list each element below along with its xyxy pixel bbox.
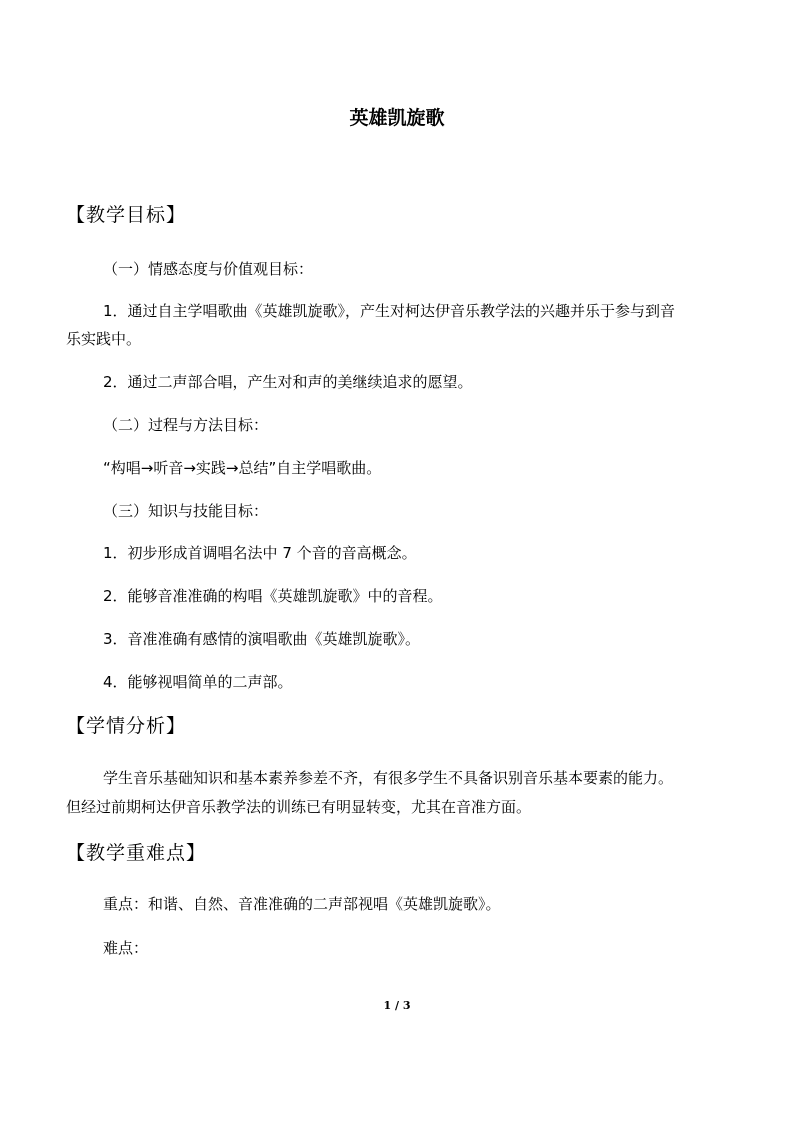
section-heading-key-points: 【教学重难点】 [66,842,207,864]
knowledge-objective-2: 2．能够音准准确的构唱《英雄凯旋歌》中的音程。 [103,587,443,605]
knowledge-objectives-heading: （三）知识与技能目标： [103,502,269,520]
process-objectives-heading: （二）过程与方法目标： [103,416,269,434]
page-number: 1 / 3 [383,999,411,1012]
knowledge-objective-4: 4．能够视唱简单的二声部。 [103,673,293,691]
difficult-point: 难点： [103,939,149,957]
key-point: 重点：和谐、自然、音准准确的二声部视唱《英雄凯旋歌》。 [103,895,501,913]
affective-objective-2: 2．通过二声部合唱，产生对和声的美继续追求的愿望。 [103,373,473,391]
affective-objective-1-line2: 乐实践中。 [66,330,142,348]
analysis-paragraph-line1: 学生音乐基础知识和基本素养参差不齐，有很多学生不具备识别音乐基本要素的能力。 [103,769,674,787]
process-objective-1: “构唱→听音→实践→总结”自主学唱歌曲。 [103,459,382,477]
affective-objectives-heading: （一）情感态度与价值观目标： [103,260,314,278]
section-heading-analysis: 【学情分析】 [66,715,187,737]
document-title: 英雄凯旋歌 [349,107,445,129]
knowledge-objective-3: 3．音准准确有感情的演唱歌曲《英雄凯旋歌》。 [103,630,421,648]
section-heading-objectives: 【教学目标】 [66,204,187,226]
affective-objective-1-line1: 1．通过自主学唱歌曲《英雄凯旋歌》，产生对柯达伊音乐教学法的兴趣并乐于参与到音 [103,302,676,320]
analysis-paragraph-line2: 但经过前期柯达伊音乐教学法的训练已有明显转变，尤其在音准方面。 [66,798,532,816]
knowledge-objective-1: 1．初步形成首调唱名法中 7 个音的音高概念。 [103,544,417,562]
